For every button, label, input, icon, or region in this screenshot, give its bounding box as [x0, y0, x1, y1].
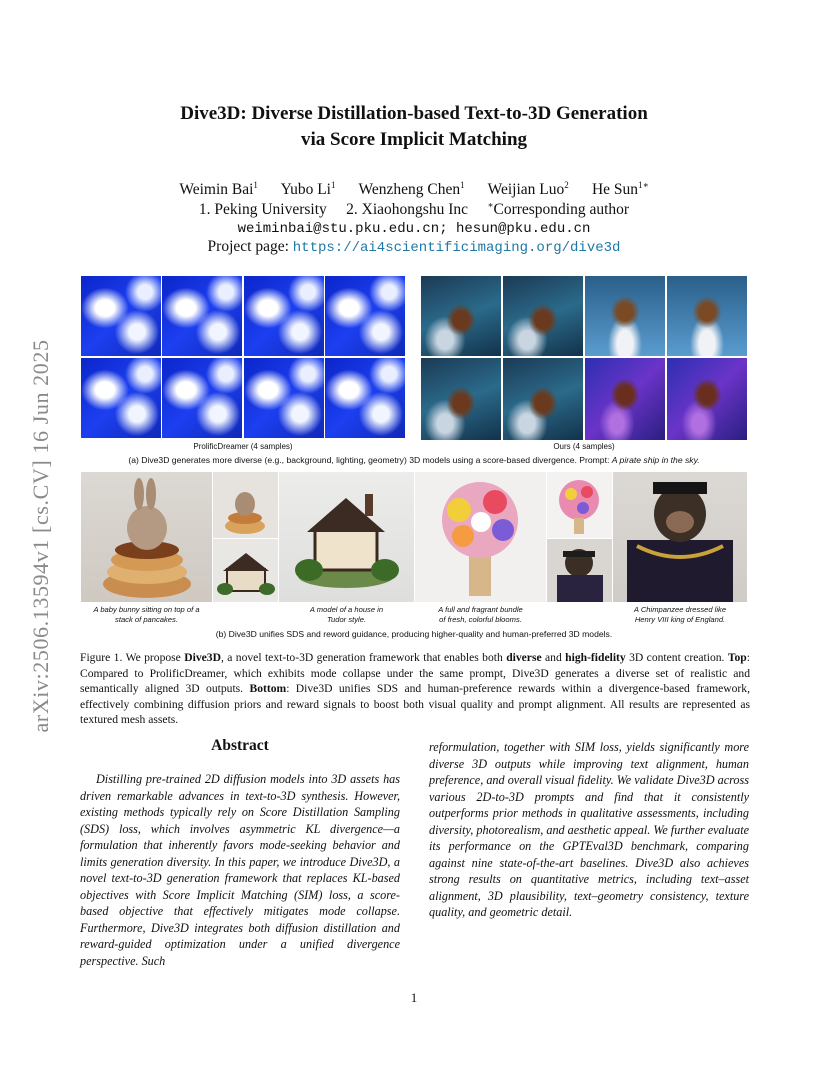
chimpanzee-thumb [547, 539, 612, 602]
abstract-right-column: reformulation, together with SIM loss, yields significantly more diverse 3D outputs while improving text alignment, human preference, and overall visual fidelity. We validate Dive3D across various 2D-to-3D prompts and find that it consistently outperforms prior methods in qualitative assessments, including diversity, photorealism, and aesthetic appeal. We further evaluate its performance on the GPTEval3D benchmark, comparing against nine state-of-the-art baselines. Dive3D also achieves strong results on quantitative metrics, including text–asset alignment, 3D plausibility, text–geometry consistency, texture quality, and geometric detail. [429, 740, 749, 920]
prompt-house: A model of a house in Tudor style. [309, 605, 384, 624]
author: He Sun$^{1∗}$ [591, 180, 649, 199]
author-list [0, 180, 828, 199]
ours-sample [421, 358, 501, 440]
figure-1-caption: Figure 1. We propose Dive3D, a novel text-to-3D generation framework that enables both diverse and high-fidelity 3D content creation. Top: Compared to ProlificDreamer, which exhibits mode collapse under the same prompt, Dive3D generates a diverse set of realistic and semantically aligned 3D outputs. Bottom: Dive3D unifies SDS and human-preference rewards within a divergence-based framework, effectively combining diffusion priors and reward signals to boost both visual quality and prompt alignment. All results are represented as textured mesh assets. [80, 651, 750, 727]
bouquet-illustration [415, 472, 546, 602]
chimpanzee-render [613, 472, 747, 602]
bunny-pancakes-thumb [213, 472, 278, 538]
affiliation-1: 1. Peking University [198, 201, 327, 219]
paper-title-line-2: via Score Implicit Matching [300, 129, 528, 150]
figure-caption-a: (a) Dive3D generates more diverse (e.g., background, lighting, geometry) 3D models using a score-based divergence. Prompt: A pirate ship in the sky. [128, 455, 700, 465]
ours-sample [585, 276, 665, 356]
prolificdreamer-sample [325, 358, 405, 438]
abstract-left-column: Distilling pre-trained 2D diffusion models into 3D assets has driven remarkable advances in text-to-3D synthesis. However, existing methods typically rely on Score Distillation Sampling (SDS) loss, which involves asymmetric KL divergence—a formulation that inherently favors mode-seeking behavior and limits generation diversity. In this paper, we introduce Dive3D, a novel text-to-3D generation framework that replaces KL-based objectives with Score Implicit Matching (SIM) loss, a score-based objective that effectively mitigates mode collapse. Furthermore, Dive3D integrates both diffusion distillation and reward-guided optimization under a unified divergence perspective. Such [80, 772, 400, 969]
ours-sample [421, 276, 501, 356]
arxiv-id: arXiv:2506.13594v1 [cs.CV] 16 Jun 2025 [28, 339, 53, 733]
prompt-flowers: A full and fragrant bundle of fresh, colorful blooms. [438, 605, 523, 624]
prolificdreamer-sample [162, 358, 242, 438]
flower-bouquet-thumb [547, 472, 612, 538]
bouquet-thumb-illustration [547, 472, 612, 538]
ours-sample [503, 276, 583, 356]
ours-sample [585, 358, 665, 440]
chimp-thumb-illustration [547, 539, 612, 602]
affiliations: 1. Peking University 2. Xiaohongshu Inc ∗Corresponding author [198, 200, 630, 219]
tudor-house-thumb [213, 539, 278, 602]
author-emails[interactable]: weiminbai@stu.pku.edu.cn; hesun@pku.edu.cn [237, 221, 591, 237]
prompt-chimpanzee: A Chimpanzee dressed like Henry VIII king of England. [633, 605, 727, 624]
project-link[interactable]: https://ai4scientificimaging.org/dive3d [292, 240, 621, 256]
author: Wenzheng Chen$^1$ [358, 180, 465, 199]
project-page: Project page: https://ai4scientificimaging.org/dive3d [207, 238, 621, 256]
author: Weimin Bai$^1$ [179, 180, 258, 199]
corresponding-note: Corresponding author [493, 201, 630, 219]
page-number: 1 [410, 990, 418, 1005]
prolificdreamer-sample [244, 358, 324, 438]
author: Weijian Luo$^2$ [487, 180, 569, 199]
prolificdreamer-sample [244, 276, 324, 356]
prolificdreamer-label: ProlificDreamer (4 samples) [193, 442, 293, 451]
ours-sample [503, 358, 583, 440]
paper-title-line-1: Dive3D: Diverse Distillation-based Text-to-3D Generation [180, 103, 648, 124]
affiliation-2: 2. Xiaohongshu Inc [346, 201, 468, 219]
prompt-bunny: A baby bunny sitting on top of a stack of pancakes. [93, 605, 200, 624]
flower-bouquet-render [415, 472, 546, 602]
tudor-house-render [279, 472, 414, 602]
chimp-illustration [613, 472, 747, 602]
arxiv-stamp [0, 0, 60, 1072]
figure-caption-b: (b) Dive3D unifies SDS and reword guidance, producing higher-quality and human-preferred 3D models. [215, 629, 613, 639]
prolificdreamer-sample [162, 276, 242, 356]
house-illustration [279, 472, 414, 602]
ours-label: Ours (4 samples) [553, 442, 615, 451]
bunny-thumb-illustration [213, 472, 278, 538]
abstract-heading: Abstract [211, 737, 269, 754]
ours-sample [667, 276, 747, 356]
prolificdreamer-sample [81, 276, 161, 356]
author: Yubo Li$^1$ [280, 180, 336, 199]
prolificdreamer-sample [81, 358, 161, 438]
bunny-pancakes-render [81, 472, 212, 602]
prolificdreamer-sample [325, 276, 405, 356]
ours-sample [667, 358, 747, 440]
house-thumb-illustration [213, 539, 278, 602]
bunny-pancakes-illustration [81, 472, 212, 602]
